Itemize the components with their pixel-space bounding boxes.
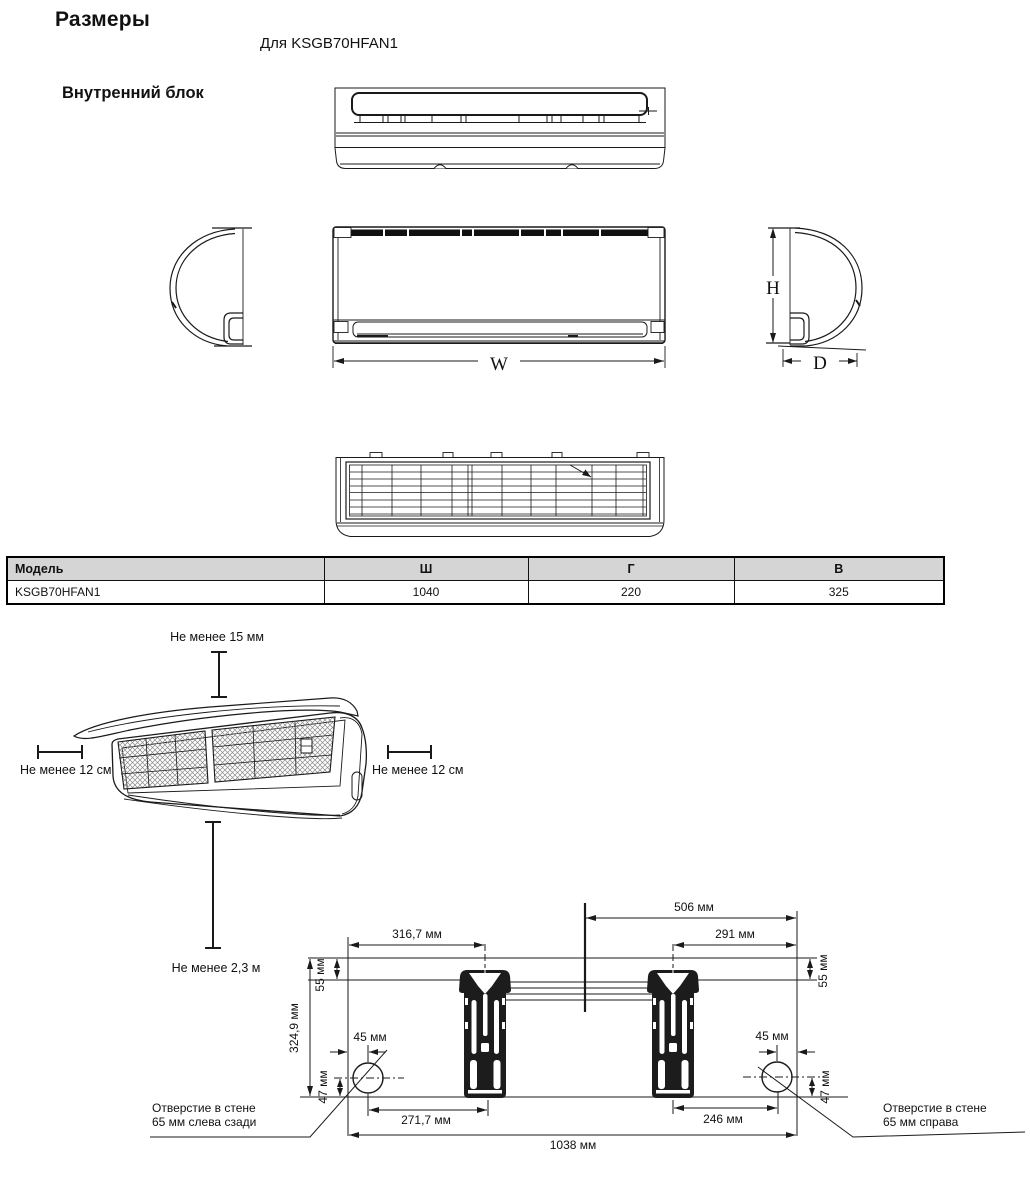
dim-506-label: 506 мм	[674, 900, 714, 914]
table-header-row	[7, 557, 944, 581]
col-header-model: Модель	[7, 557, 324, 581]
indoor-unit-label: Внутренний блок	[62, 84, 204, 102]
clearance-left-label: Не менее 12 см	[20, 763, 112, 777]
wall-hole-right-note-line1: Отверстие в стене	[883, 1101, 987, 1115]
width-cell: 1040	[324, 581, 528, 605]
clearance-right-label: Не менее 12 см	[372, 763, 464, 777]
bottom-view-drawing	[320, 440, 680, 550]
depth-cell: 220	[528, 581, 734, 605]
top-view-drawing	[330, 83, 670, 175]
clearance-top-label: Не менее 15 мм	[170, 630, 264, 644]
model-subtitle: Для KSGB70HFAN1	[260, 35, 398, 52]
dim-55-left-label: 55 мм	[313, 958, 327, 992]
clearance-bottom-label: Не менее 2,3 м	[171, 961, 261, 975]
dim-55-right-label: 55 мм	[816, 954, 830, 988]
wall-hole-left-note-line1: Отверстие в стене	[152, 1101, 256, 1115]
dim-316-7-label: 316,7 мм	[392, 927, 442, 941]
wall-hole-right-note-line2: 65 мм справа	[883, 1115, 959, 1129]
width-letter: W	[490, 354, 508, 375]
dim-47-right-label: 47 мм	[818, 1070, 832, 1104]
height-letter: H	[766, 278, 780, 299]
height-cell: 325	[734, 581, 944, 605]
dim-324-9-label: 324,9 мм	[287, 1003, 301, 1053]
front-view-drawing	[325, 218, 685, 378]
col-header-width: Ш	[324, 557, 528, 581]
left-side-view-drawing	[160, 215, 270, 365]
dim-271-7-label: 271,7 мм	[401, 1113, 451, 1127]
mounting-plate-diagram	[145, 895, 1025, 1160]
dimensions-table	[6, 556, 945, 605]
wall-hole-left-note-line2: 65 мм слева сзади	[152, 1115, 257, 1129]
col-header-depth: Г	[528, 557, 734, 581]
dim-291-label: 291 мм	[715, 927, 755, 941]
dim-47-left-label: 47 мм	[316, 1070, 330, 1104]
dim-1038-label: 1038 мм	[549, 1138, 597, 1152]
page-title: Размеры	[55, 8, 150, 31]
dim-45-left-label: 45 мм	[353, 1030, 387, 1044]
table-row	[7, 581, 944, 605]
depth-letter: D	[813, 353, 827, 374]
right-side-view-drawing	[750, 215, 890, 377]
col-header-height: В	[734, 557, 944, 581]
dim-45-right-label: 45 мм	[755, 1029, 789, 1043]
model-cell: KSGB70HFAN1	[7, 581, 324, 605]
dim-246-label: 246 мм	[703, 1112, 743, 1126]
